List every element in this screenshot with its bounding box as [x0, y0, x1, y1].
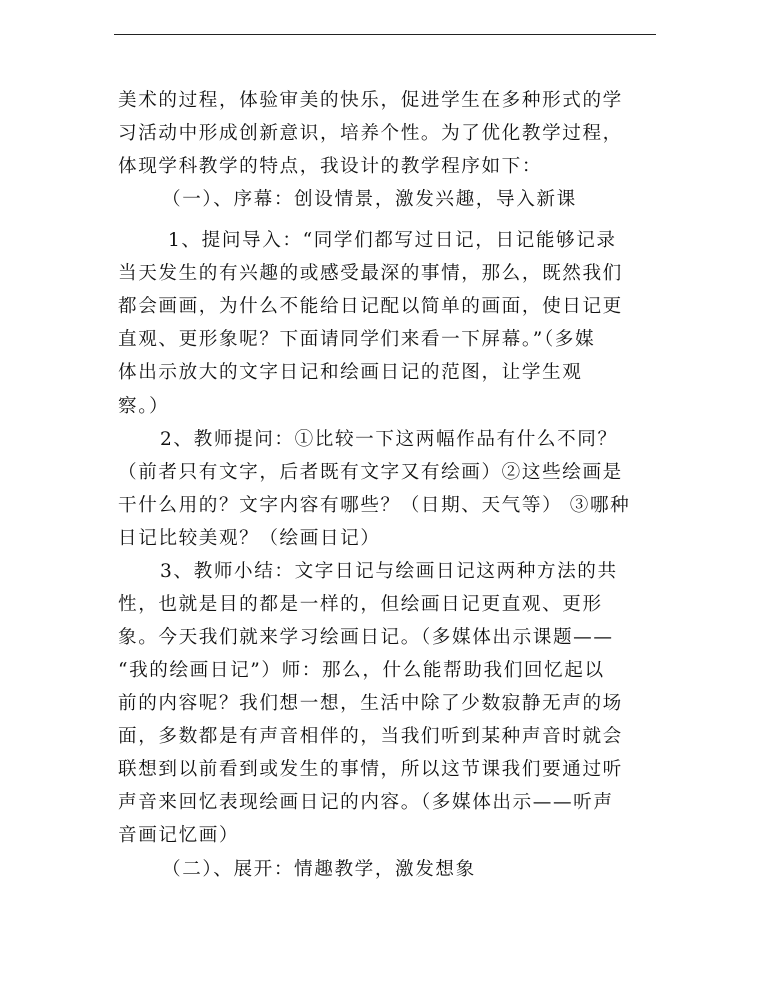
paragraph-line: 都会画画，为什么不能给日记配以简单的画面，使日记更: [118, 296, 623, 317]
paragraph-line: 3、教师小结：文字日记与绘画日记这两种方法的共: [160, 561, 618, 582]
paragraph-line: 2、教师提问：①比较一下这两幅作品有什么不同？: [160, 429, 618, 450]
paragraph-line: “我的绘画日记”）师：那么，什么能帮助我们回忆起以: [118, 660, 605, 681]
section-heading: （一）、序幕：创设情景，激发兴趣，导入新课: [162, 189, 577, 210]
paragraph-line: 干什么用的？文字内容有哪些？（日期、天气等） ③哪种: [118, 495, 631, 516]
paragraph-line: 体现学科教学的特点，我设计的教学程序如下：: [118, 156, 543, 177]
paragraph-line: 联想到以前看到或发生的事情，所以这节课我们要通过听: [118, 759, 623, 780]
paragraph-line: 当天发生的有兴趣的或感受最深的事情，那么，既然我们: [118, 263, 623, 284]
paragraph-line: 体出示放大的文字日记和绘画日记的范图，让学生观: [118, 362, 583, 383]
paragraph-line: 1、提问导入：“同学们都写过日记，日记能够记录: [168, 230, 617, 251]
section-heading: （二）、展开：情趣教学，激发想象: [162, 859, 476, 880]
paragraph-line: （前者只有文字，后者既有文字又有绘画）②这些绘画是: [118, 462, 623, 483]
paragraph-line: 面，多数都是有声音相伴的，当我们听到某种声音时就会: [118, 726, 623, 747]
paragraph-line: 性，也就是目的都是一样的，但绘画日记更直观、更形: [118, 594, 603, 615]
header-rule: [114, 34, 656, 35]
paragraph-line: 直观、更形象呢？下面请同学们来看一下屏幕。”（多媒: [118, 329, 596, 350]
paragraph-line: 声音来回忆表现绘画日记的内容。（多媒体出示——听声: [118, 792, 614, 813]
paragraph-line: 日记比较美观？（绘画日记）: [118, 528, 381, 549]
paragraph-line: 习活动中形成创新意识，培养个性。为了优化教学过程，: [118, 123, 623, 144]
paragraph-line: 察。）: [118, 396, 170, 417]
paragraph-line: 美术的过程，体验审美的快乐，促进学生在多种形式的学: [118, 90, 623, 111]
paragraph-line: 音画记忆画）: [118, 825, 240, 846]
paragraph-line: 前的内容呢？我们想一想，生活中除了少数寂静无声的场: [118, 693, 623, 714]
paragraph-line: 象。今天我们就来学习绘画日记。（多媒体出示课题——: [118, 627, 614, 648]
